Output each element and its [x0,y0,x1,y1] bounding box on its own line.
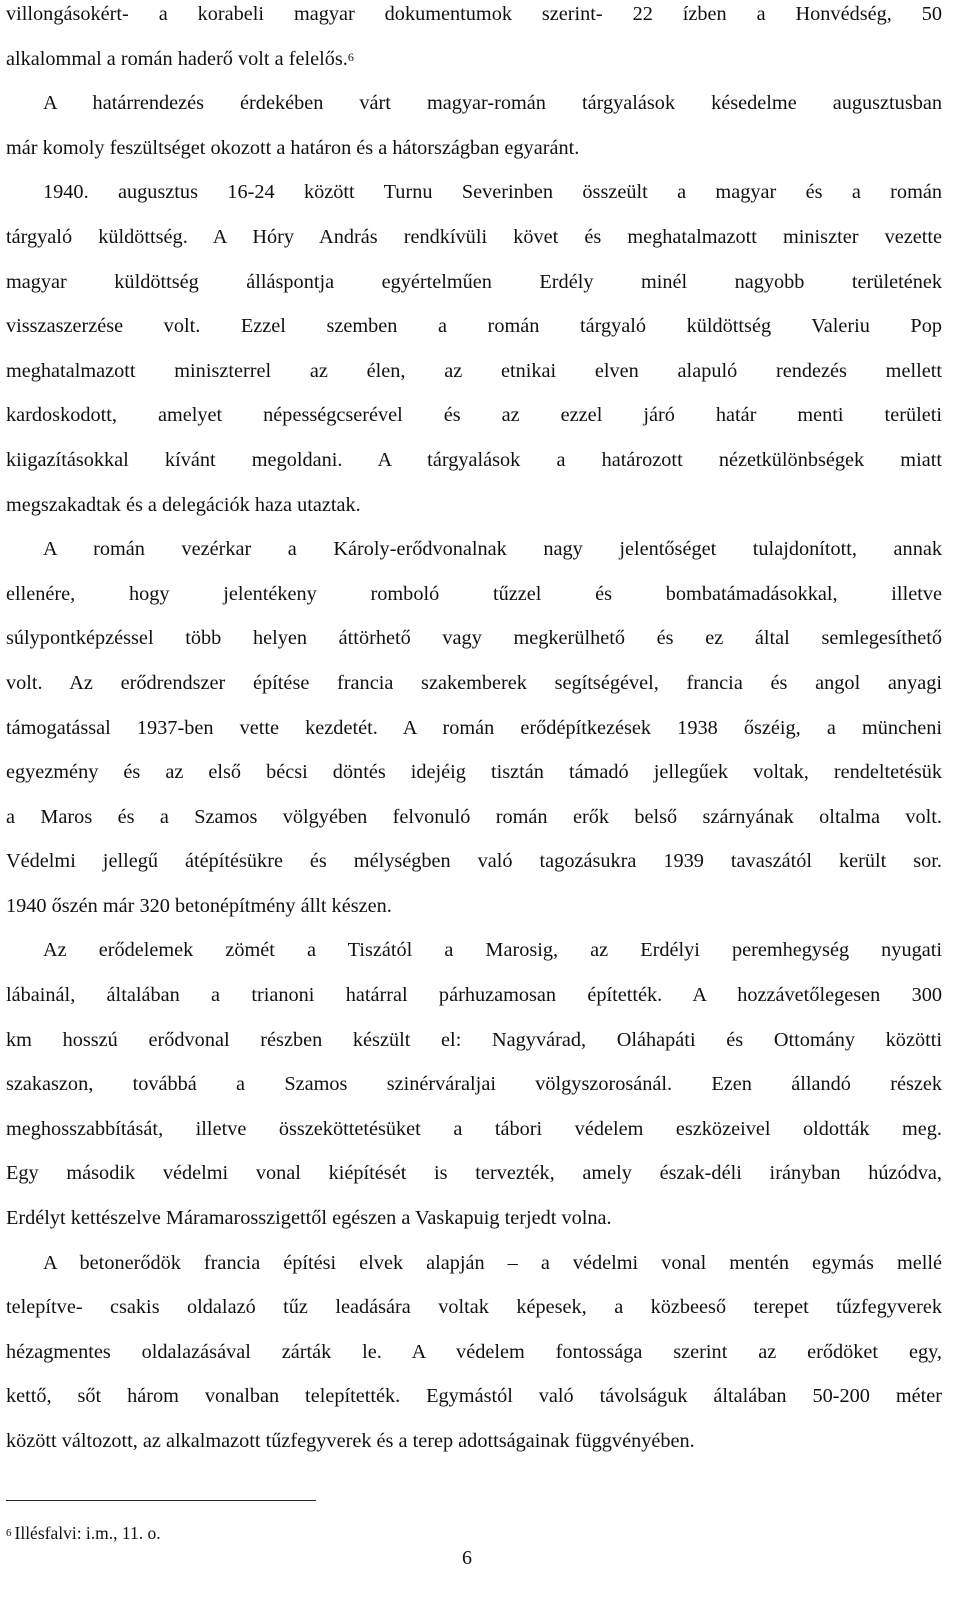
text-line: villongásokért- a korabeli magyar dokumentumok szerint- 22 ízben a Honvédség, 50 [6,3,942,25]
text-line: visszaszerzése volt. Ezzel szemben a román tárgyaló küldöttség Valeriu Pop [6,315,942,338]
paragraph [6,1241,942,1464]
text-line: Az erődelemek zömét a Tiszától a Marosig, az Erdélyi peremhegység nyugati [43,939,942,962]
footnote-reference: 6 [347,49,354,64]
text-line: kettő, sőt három vonalban telepítették. Egymástól való távolságuk általában 50-200 méter [6,1385,942,1408]
paragraph [6,170,942,527]
text-line: volt. Az erődrendszer építése francia szakemberek segítségével, francia és angol anyagi [6,671,942,694]
text-line: Erdélyt kettészelve Máramarosszigettől egészen a Vaskapuig terjedt volna. [6,1207,612,1230]
text-line: kardoskodott, amelyet népességcserével és az ezzel járó határ menti területi [6,404,942,427]
text-line: a Maros és a Szamos völgyében felvonuló román erők belső szárnyának oltalma volt. [6,805,942,828]
text-line: lábainál, általában a trianoni határral párhuzamosan építették. A hozzávetőlegesen 300 [6,984,942,1007]
footnote-number: 6 [6,1527,12,1539]
text-line: A román vezérkar a Károly-erődvonalnak nagy jelentőséget tulajdonított, annak [43,538,942,561]
text-line: között változott, az alkalmazott tűzfegyverek és a terep adottságainak függvényében. [6,1430,695,1452]
text-line: tárgyaló küldöttség. A Hóry András rendkívüli követ és meghatalmazott miniszter vezette [6,225,942,248]
text-line: támogatással 1937-ben vette kezdetét. A román erődépítkezések 1938 őszéig, a müncheni [6,716,942,739]
text-line: Védelmi jellegű átépítésükre és mélységben való tagozásukra 1939 tavaszától került sor. [6,850,942,873]
paragraph [6,928,942,1240]
footnote-separator [6,1500,316,1501]
text-line: A betonerődök francia építési elvek alapján – a védelmi vonal mentén egymás mellé [43,1251,942,1274]
text-line-content: alkalommal a román haderő volt a felelős. [6,47,348,70]
footnote [6,1521,161,1545]
text-line: telepítve- csakis oldalazó tűz leadására voltak képesek, a közbeeső terepet tűzfegyverek [6,1296,942,1319]
text-line: km hosszú erődvonal részben készült el: Nagyvárad, Oláhapáti és Ottomány közötti [6,1028,942,1051]
text-line: meghosszabbítását, illetve összeköttetésüket a tábori védelem eszközeivel oldották meg. [6,1117,942,1140]
text-line: egyezmény és az első bécsi döntés idejéig tisztán támadó jellegűek voltak, rendeltetésük [6,761,942,784]
text-line: kiigazításokkal kívánt megoldani. A tárgyalások a határozott nézetkülönbségek miatt [6,448,942,471]
text-line: magyar küldöttség álláspontja egyértelműen Erdély minél nagyobb területének [6,270,942,293]
text-line: megszakadtak és a delegációk haza utaztak. [6,493,361,516]
text-line [6,37,942,82]
footnote-text: Illésfalvi: i.m., 11. o. [14,1523,161,1543]
text-line: meghatalmazott miniszterrel az élen, az etnikai elven alapuló rendezés mellett [6,359,942,382]
text-line: súlypontképzéssel több helyen áttörhető vagy megkerülhető és ez által semlegesíthető [6,627,942,650]
paragraph [6,527,942,928]
paragraph [6,0,942,81]
text-line: 1940 őszén már 320 betonépítmény állt készen. [6,894,392,917]
text-line: A határrendezés érdekében várt magyar-román tárgyalások késedelme augusztusban [43,92,942,115]
page-number: 6 [462,1547,472,1569]
text-line: szakaszon, továbbá a Szamos szinérváraljai völgyszorosánál. Ezen állandó részek [6,1073,942,1096]
paragraph [6,81,942,170]
text-line: már komoly feszültséget okozott a határon és a hátországban egyaránt. [6,136,580,159]
text-line: Egy második védelmi vonal kiépítését is tervezték, amely észak-déli irányban húzódva, [6,1162,942,1185]
document-page [6,0,942,1464]
text-line: hézagmentes oldalazásával zárták le. A védelem fontossága szerint az erődöket egy, [6,1340,942,1363]
text-line: ellenére, hogy jelentékeny romboló tűzzel és bombatámadásokkal, illetve [6,582,942,605]
text-line: 1940. augusztus 16-24 között Turnu Severinben összeült a magyar és a román [43,181,942,204]
